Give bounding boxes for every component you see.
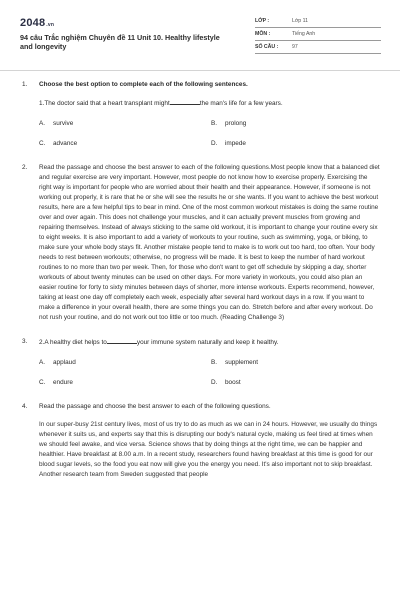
document-title: 94 câu Trắc nghiệm Chuyên đề 11 Unit 10. Healthy lifestyle and longevity — [20, 33, 220, 52]
question-number: 1. — [22, 81, 28, 88]
question-2 — [20, 163, 380, 323]
option-letter: D. — [211, 140, 218, 147]
option-text: prolong — [225, 120, 247, 127]
meta-table — [255, 15, 381, 54]
meta-key: MÔN : — [255, 31, 271, 37]
answer-blank — [107, 337, 137, 344]
meta-key: LỚP : — [255, 18, 270, 24]
option-letter: B. — [211, 359, 218, 366]
question-4 — [20, 402, 380, 480]
meta-row-count — [255, 41, 381, 54]
stem-text-before: 2.A healthy diet helps to — [39, 339, 107, 346]
option-d[interactable] — [211, 378, 383, 388]
logo-domain-text: .vn — [46, 22, 55, 28]
question-list — [20, 80, 380, 494]
meta-key: SỐ CÂU : — [255, 44, 279, 50]
option-b[interactable] — [211, 119, 383, 129]
answer-options — [39, 119, 380, 149]
option-text: survive — [53, 120, 74, 127]
meta-row-grade — [255, 15, 381, 28]
answer-options — [39, 358, 380, 388]
question-instruction: Read the passage and choose the best answer to each of the following questions. — [39, 403, 271, 410]
question-1 — [20, 80, 380, 149]
option-text: supplement — [225, 359, 259, 366]
option-text: endure — [53, 379, 73, 386]
option-letter: A. — [39, 359, 46, 366]
document-header — [20, 14, 382, 64]
question-stem — [39, 98, 380, 109]
option-text: impede — [225, 140, 246, 147]
option-a[interactable] — [39, 358, 211, 368]
question-number: 4. — [22, 403, 28, 410]
stem-text-after: your immune system naturally and keep it healthy. — [136, 339, 279, 346]
option-c[interactable] — [39, 139, 211, 149]
option-letter: C. — [39, 379, 46, 386]
option-c[interactable] — [39, 378, 211, 388]
meta-value: Lớp 11 — [292, 18, 308, 24]
logo-main-text: 2048 — [20, 17, 46, 29]
option-letter: B. — [211, 120, 218, 127]
option-letter: D. — [211, 379, 218, 386]
question-number: 2. — [22, 164, 28, 171]
meta-value: Tiếng Anh — [292, 31, 316, 37]
option-d[interactable] — [211, 139, 383, 149]
header-divider — [0, 70, 400, 71]
answer-blank — [170, 98, 200, 105]
question-3 — [20, 337, 380, 388]
option-text: boost — [225, 379, 241, 386]
reading-passage: Read the passage and choose the best answer to each of the following questions.Most people know that a balanced diet and regular exercise are very important. However, most people do not know how to exercise properly. Exercising the right way is important for people who are worried about their health and their appearance. However, if someone is not working out properly, it is rare that he or she will see the results he or she wants. If you want to achieve the best workout results, here are a few helpful tips to bear in mind. One of the most common workout mistakes is doing the same routine over and over again. This does not challenge your muscles, and it can actually prevent muscles from growing and repairing themselves. Instead of always sticking to the same old workout, it is important to change your routine every six to eight weeks. It is also important to add a variety of workouts to your routine, such as swimming, yoga, or biking, to make sure your whole body stays fit. Another mistake people tend to make is to work out too hard, too often. Your body needs to rest between workouts; otherwise, no progress will be made. It is best to keep the number of hard workout routines to no more than two per week. Then, for those who don't want to get off schedule by skipping a day, shorter workouts of about twenty minutes can be used on other days. For more variety in workouts, you could also plan an easier routine for forty to sixty minutes between days of shorter, more intense workouts. Experts recommend, however, taking at least one day off completely each week, especially after several hard workout days in a row. If you want to make a difference in your overall health, there are some things you can do. Stretch before and after every workout. Do not rush your routine, and do not work out too little or too much. (Reading Challenge 3) — [39, 164, 380, 321]
site-logo[interactable] — [20, 17, 54, 29]
option-text: advance — [53, 140, 78, 147]
option-letter: A. — [39, 120, 46, 127]
question-number: 3. — [22, 338, 28, 345]
option-text: applaud — [53, 359, 76, 366]
stem-text-after: the man's life for a few years. — [199, 100, 283, 107]
meta-row-subject — [255, 28, 381, 41]
reading-passage: In our super-busy 21st century lives, most of us try to do as much as we can in 24 hours. However, we usually do things whenever it suits us, and experts say that this is disrupting our body's natural cycle, making us feel tired at times when we should feel awake, and vice versa. Science shows that by doing things at the right time, we can be happier and healthier. Have breakfast at 8.00 a.m. In a recent study, researchers found having breakfast at this time is good for our blood sugar levels, so the food you eat now will give you the energy you need. It's also important not to skip breakfast. Another research team from Sweden suggested that people — [39, 421, 378, 478]
question-instruction: Choose the best option to complete each of the following sentences. — [39, 81, 248, 88]
option-letter: C. — [39, 140, 46, 147]
question-stem — [39, 337, 380, 348]
meta-value: 97 — [292, 44, 298, 50]
option-b[interactable] — [211, 358, 383, 368]
stem-text-before: 1.The doctor said that a heart transplant might — [39, 100, 170, 107]
option-a[interactable] — [39, 119, 211, 129]
